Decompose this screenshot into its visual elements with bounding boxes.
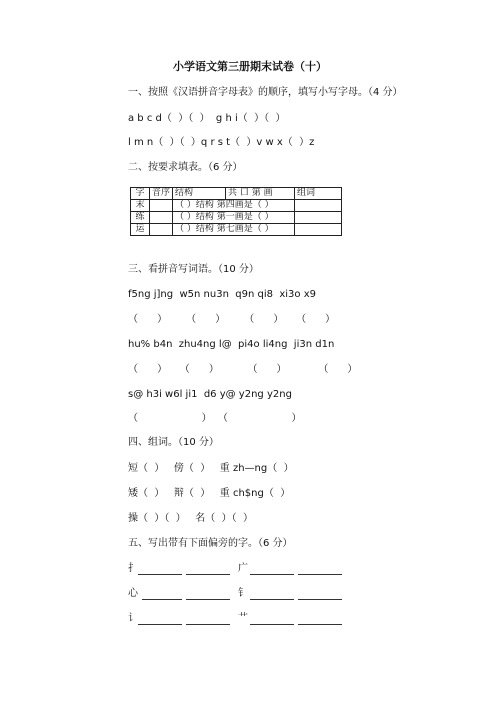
row-structure-stroke[interactable] xyxy=(173,224,295,236)
section-5-heading: 五、写出带有下面偏旁的字。（6 分） xyxy=(128,538,293,549)
radical-label: 扌 xyxy=(128,563,138,574)
row-structure: （ ）结构 xyxy=(175,200,214,210)
radical-label: 心 xyxy=(128,588,138,599)
radical-blank[interactable] xyxy=(186,599,230,600)
radical-blank[interactable] xyxy=(250,624,294,625)
row-char: 末 xyxy=(131,200,150,212)
header-initial: 音序 xyxy=(150,188,173,200)
radical-blank[interactable] xyxy=(186,574,230,575)
page-title: 小学语文第三册期末试卷（十） xyxy=(173,60,327,73)
section-2-heading: 二、按要求填表。（6 分） xyxy=(128,162,243,173)
radical-blank[interactable] xyxy=(142,599,182,600)
header-char: 字 xyxy=(131,188,150,200)
pinyin-row-2: hu% b4n zhu4ng l@ pi4o li4ng ji3n d1n xyxy=(128,339,335,350)
blank-row-1[interactable]: （ ） （ ） （ ） （ ） xyxy=(128,314,336,325)
header-total: 共 口 xyxy=(228,188,249,198)
word-row-1[interactable]: 短（ ） 傍（ ） 重 zh—ng（ ） xyxy=(128,463,294,474)
row-structure: （ ）结构 xyxy=(175,212,214,222)
radical-blank[interactable] xyxy=(298,599,342,600)
row-word-cell[interactable] xyxy=(295,224,342,236)
word-row-2[interactable]: 矮（ ） 辩（ ） 重 ch$ng（ ） xyxy=(128,488,291,499)
section-1-row-2: l m n（ ）（ ）q r s t（ ）v w x（ ）z xyxy=(128,137,315,148)
row-stroke: 第四画是（ ） xyxy=(216,200,274,210)
blank-row-3[interactable]: （ ） （ ） xyxy=(128,413,302,424)
section-3-heading: 三、看拼音写词语。（10 分） xyxy=(128,264,259,275)
row-structure-stroke[interactable] xyxy=(173,200,295,212)
pinyin-row-3: s@ h3i w6l ji1 d6 y@ y2ng y2ng xyxy=(128,389,292,400)
table-row xyxy=(131,200,342,212)
row-stroke: 第七画是（ ） xyxy=(216,224,274,234)
radical-blank[interactable] xyxy=(186,624,230,625)
row-word-cell[interactable] xyxy=(295,212,342,224)
radical-blank[interactable] xyxy=(250,574,294,575)
row-structure: （ ）结构 xyxy=(175,224,214,234)
radical-blank[interactable] xyxy=(138,624,182,625)
row-word-cell[interactable] xyxy=(295,200,342,212)
pinyin-row-1: f5ng j]ng w5n nu3n q9n qi8 xi3o x9 xyxy=(128,289,316,300)
radical-blank[interactable] xyxy=(298,624,342,625)
header-word: 组词 xyxy=(295,188,342,200)
fill-table xyxy=(130,187,342,236)
row-char: 运 xyxy=(131,224,150,236)
word-row-3[interactable]: 操（ ）（ ） 名（ ）（ ） xyxy=(128,513,253,524)
radical-label: 讠 xyxy=(128,613,138,624)
row-stroke: 第一画是（ ） xyxy=(216,212,274,222)
row-char: 练 xyxy=(131,212,150,224)
section-4-heading: 四、组词。（10 分） xyxy=(128,437,219,448)
radical-blank[interactable] xyxy=(298,574,342,575)
radical-blank[interactable] xyxy=(138,574,182,575)
section-1-heading: 一、按照《汉语拼音字母表》的顺序，填写小写字母。（4 分） xyxy=(128,87,403,98)
blank-row-2[interactable]: （ ） （ ） （ ） （ ） xyxy=(128,364,358,375)
table-header-row xyxy=(131,188,342,200)
radical-blank[interactable] xyxy=(250,599,294,600)
section-1-row-1: a b c d（ ）（ ） g h i（ ）（ ） xyxy=(128,113,286,124)
row-initial-cell[interactable] xyxy=(150,200,173,212)
header-strokes xyxy=(226,188,295,200)
table-row xyxy=(131,224,342,236)
radical-label: 广 xyxy=(238,563,248,574)
header-structure: 结构 xyxy=(173,188,226,200)
table-row xyxy=(131,212,342,224)
row-structure-stroke[interactable] xyxy=(173,212,295,224)
radical-label: 钅 xyxy=(238,588,248,599)
radical-label: 艹 xyxy=(238,613,248,624)
header-nth: 第 画 xyxy=(251,188,273,198)
row-initial-cell[interactable] xyxy=(150,224,173,236)
row-initial-cell[interactable] xyxy=(150,212,173,224)
